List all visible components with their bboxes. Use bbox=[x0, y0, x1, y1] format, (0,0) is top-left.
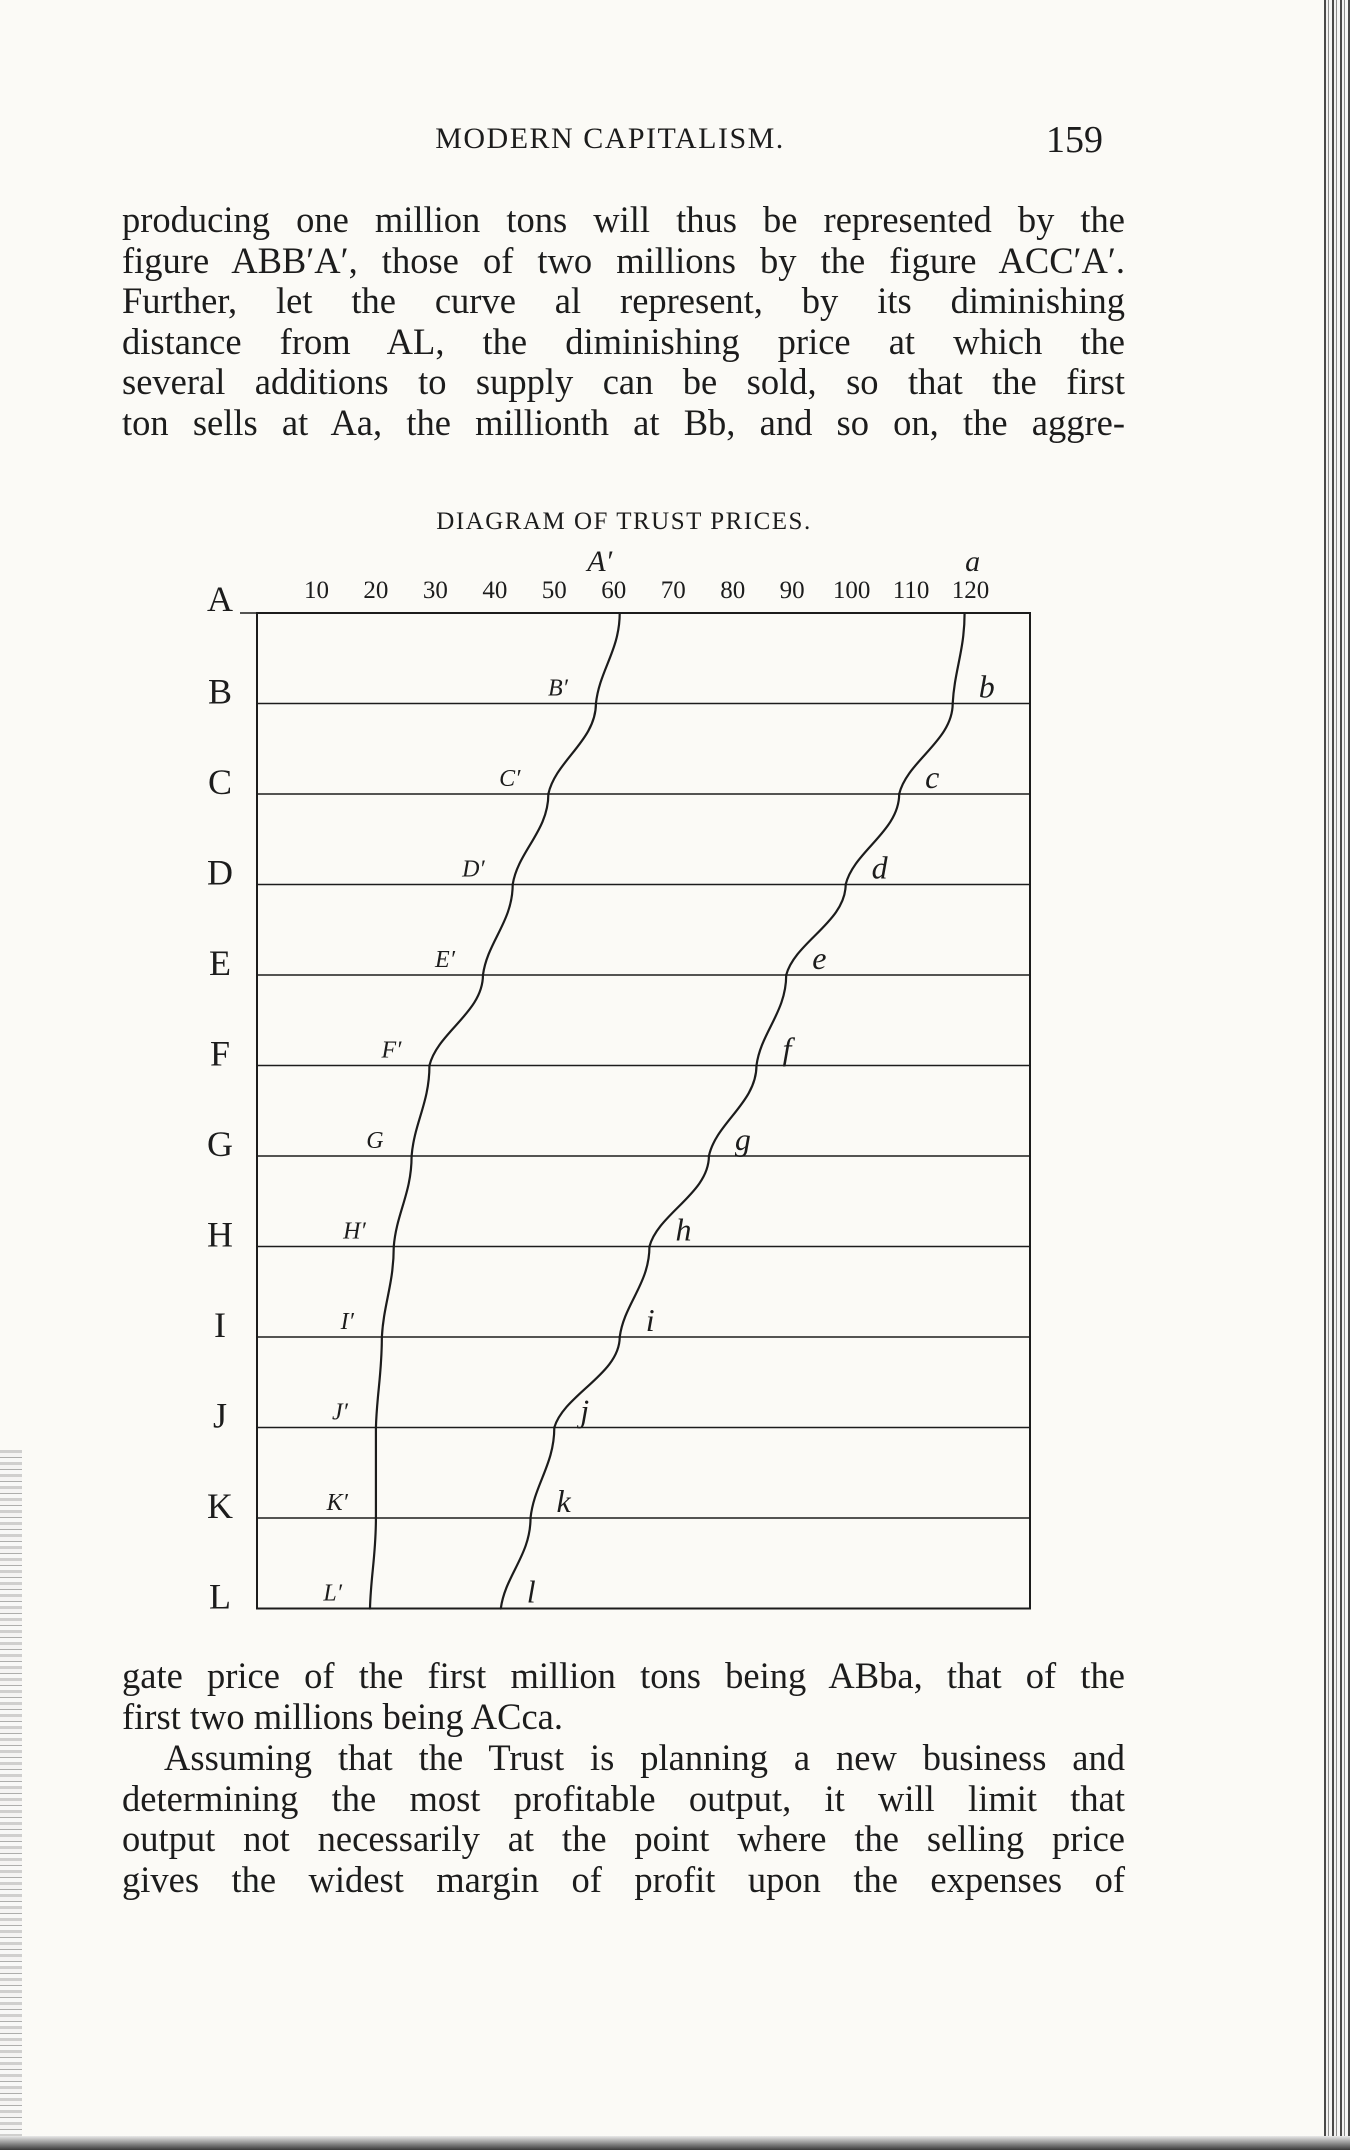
x-tick-label: 50 bbox=[541, 577, 567, 604]
curve-point-label: g bbox=[734, 1121, 751, 1157]
curve-point-label: j bbox=[580, 1392, 590, 1429]
curve-point-label: h bbox=[675, 1211, 692, 1248]
trust-price-diagram bbox=[200, 540, 1050, 1620]
text-line: Assuming that the Trust is planning a new business and bbox=[164, 1737, 1125, 1778]
curve-data-point bbox=[375, 1517, 377, 1519]
curve-point-label: c bbox=[925, 759, 940, 795]
curve-series-2 bbox=[501, 613, 965, 1609]
x-tick-label: 120 bbox=[951, 577, 990, 604]
text-line: figure ABB′A′, those of two millions by the figure ACC′A′. bbox=[122, 239, 1125, 281]
curve-point-label: d bbox=[871, 849, 888, 886]
curve-data-point bbox=[785, 974, 787, 976]
row-label-i: I bbox=[214, 1305, 226, 1345]
figure-caption: DIAGRAM OF TRUST PRICES. bbox=[436, 508, 812, 535]
x-tick-label: 100 bbox=[832, 577, 871, 604]
text-line: ton sells at Aa, the millionth at Bb, and so on, the aggre- bbox=[122, 401, 1125, 443]
curve-series-1 bbox=[370, 613, 620, 1609]
x-tick-label: 20 bbox=[363, 577, 389, 604]
x-tick-label: 40 bbox=[482, 577, 508, 604]
curve-point-label: e bbox=[812, 940, 827, 976]
curve-data-point bbox=[393, 1245, 395, 1247]
curve-top-label: A′ bbox=[587, 545, 613, 578]
text-line: determining the most profitable output, it will limit that bbox=[122, 1777, 1125, 1819]
curve-point-label: J′ bbox=[332, 1399, 348, 1426]
text-line: first two millions being ACca. bbox=[122, 1695, 564, 1737]
row-label-j: J bbox=[212, 1395, 228, 1436]
text-line: gives the widest margin of profit upon the expenses of bbox=[122, 1858, 1125, 1900]
plot-frame bbox=[257, 613, 1030, 1609]
paragraph-continued bbox=[122, 1656, 1125, 1737]
x-tick-label: 110 bbox=[892, 577, 930, 604]
curve-point-label: E′ bbox=[435, 947, 455, 973]
curve-point-label: C′ bbox=[499, 766, 521, 792]
x-tick-label: 80 bbox=[720, 577, 746, 604]
text-line: Further, let the curve al represent, by its diminishing bbox=[122, 280, 1125, 321]
x-tick-label: 60 bbox=[601, 577, 627, 604]
curve-data-point bbox=[511, 883, 513, 885]
paragraph-top bbox=[122, 200, 1125, 443]
curve-point-label: G bbox=[366, 1128, 384, 1154]
x-tick-label: 90 bbox=[779, 577, 805, 604]
curve-data-point bbox=[375, 1426, 377, 1428]
curve-point-label: l bbox=[526, 1573, 536, 1610]
row-label-g: G bbox=[207, 1124, 233, 1164]
row-label-f: F bbox=[209, 1033, 231, 1074]
curve-data-point bbox=[755, 1064, 757, 1066]
curve-data-point bbox=[369, 1607, 371, 1609]
curve-point-label: I′ bbox=[340, 1309, 354, 1335]
curve-point-label: f bbox=[782, 1030, 792, 1067]
row-label-b: B bbox=[207, 671, 233, 712]
text-line: producing one million tons will thus be represented by the bbox=[122, 199, 1125, 240]
x-tick-label: 30 bbox=[422, 577, 448, 604]
row-label-c: C bbox=[207, 762, 233, 802]
curve-data-point bbox=[410, 1155, 412, 1157]
text-line: output not necessarily at the point where the selling price bbox=[122, 1818, 1125, 1859]
x-tick-label: 70 bbox=[660, 577, 686, 604]
row-label-a: A bbox=[207, 579, 233, 619]
curve-top-label: a bbox=[965, 545, 981, 578]
curve-point-label: B′ bbox=[548, 675, 568, 702]
trust-price-chart bbox=[200, 540, 1050, 1620]
curve-data-point bbox=[648, 1245, 650, 1247]
curve-data-point bbox=[482, 974, 484, 976]
curve-data-point bbox=[381, 1336, 383, 1338]
row-label-l: L bbox=[209, 1576, 231, 1617]
page-number: 159 bbox=[1046, 119, 1103, 161]
curve-data-point bbox=[428, 1064, 430, 1066]
book-gutter-edge bbox=[1324, 0, 1350, 2150]
paragraph-next bbox=[122, 1738, 1125, 1900]
row-label-k: K bbox=[207, 1486, 233, 1526]
curve-point-label: L′ bbox=[323, 1580, 342, 1607]
curve-data-point bbox=[708, 1155, 710, 1157]
curve-data-point bbox=[500, 1607, 502, 1609]
curve-point-label: K′ bbox=[326, 1490, 348, 1516]
curve-data-point bbox=[619, 1336, 621, 1338]
row-label-e: E bbox=[209, 943, 231, 983]
text-line: gate price of the first million tons being ABba, that of the bbox=[122, 1655, 1125, 1696]
row-label-h: H bbox=[207, 1214, 233, 1255]
curve-point-label: F′ bbox=[381, 1037, 402, 1064]
page-bottom-edge bbox=[0, 2136, 1350, 2150]
curve-data-point bbox=[952, 702, 954, 704]
curve-data-point bbox=[553, 1426, 555, 1428]
x-tick-label: 10 bbox=[303, 577, 329, 604]
text-line: several additions to supply can be sold, so that the first bbox=[122, 361, 1125, 402]
curve-data-point bbox=[595, 702, 597, 704]
curve-point-label: k bbox=[556, 1483, 571, 1519]
curve-point-label: H′ bbox=[343, 1218, 366, 1245]
row-label-d: D bbox=[207, 852, 233, 893]
curve-data-point bbox=[844, 883, 846, 885]
page-edge-shadow bbox=[0, 1450, 22, 2150]
curve-data-point bbox=[547, 793, 549, 795]
curve-data-point bbox=[529, 1517, 531, 1519]
curve-point-label: b bbox=[978, 668, 995, 705]
text-line: distance from AL, the diminishing price at which the bbox=[122, 320, 1125, 362]
running-head: MODERN CAPITALISM. bbox=[435, 122, 785, 155]
curve-point-label: D′ bbox=[462, 856, 485, 883]
curve-data-point bbox=[898, 793, 900, 795]
curve-point-label: i bbox=[645, 1302, 655, 1338]
